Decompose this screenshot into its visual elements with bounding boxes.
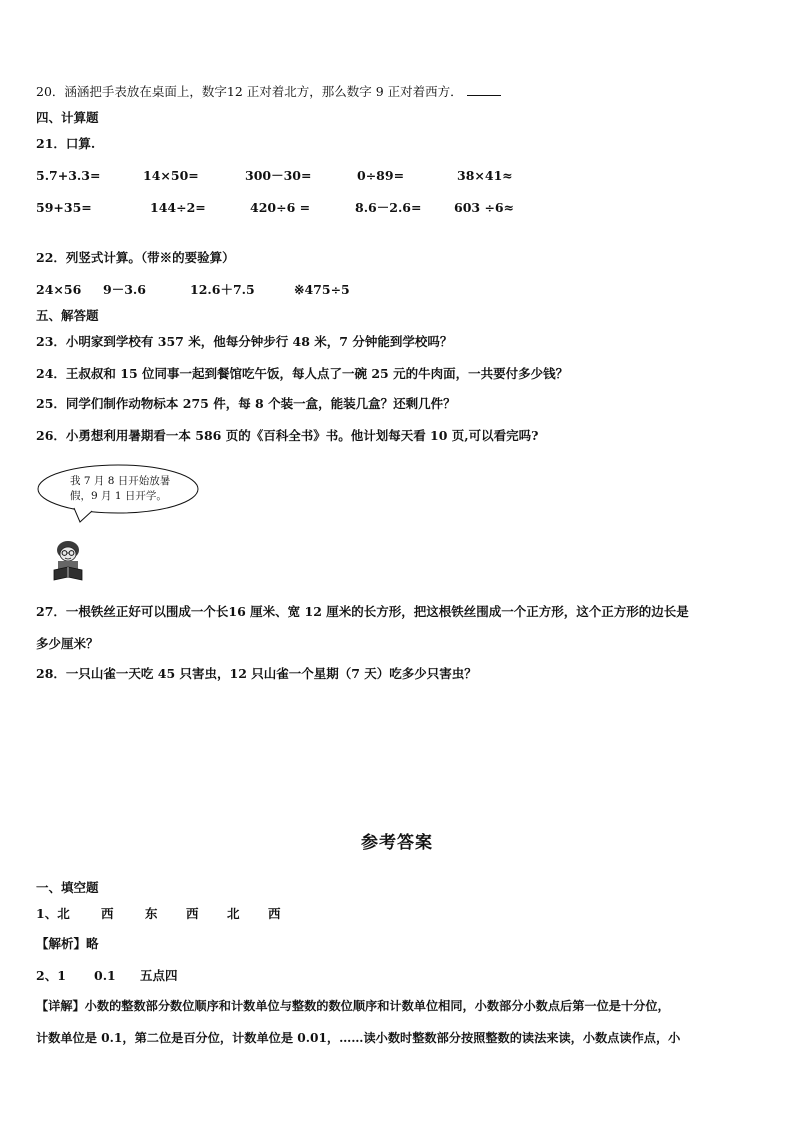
mental-calc-item: 603 ÷6≈ [454, 200, 515, 215]
question-27-line-1: 27．一根铁丝正好可以围成一个长16 厘米、宽 12 厘米的长方形，把这根铁丝围成一个正方形，这个正方形的边长是 [36, 604, 689, 619]
question-25: 25．同学们制作动物标本 275 件，每 8 个装一盒，能装几盒？还剩几件？ [36, 396, 456, 411]
answers-title: 参考答案 [361, 833, 433, 853]
answer-1-item: 西 [268, 906, 281, 921]
mental-calc-item: 144÷2= [150, 200, 206, 215]
answer-2-item: 五点四 [140, 968, 178, 983]
section-heading-4: 四、计算题 [36, 110, 99, 125]
question-20-text: 20．涵涵把手表放在桌面上，数字12 正对着北方，那么数字 9 正对着西方． [36, 84, 463, 99]
mental-calc-item: 14×50= [143, 168, 199, 183]
speech-bubble-text: 我 7 月 8 日开始放暑假，9 月 1 日开学。 [70, 475, 171, 502]
answer-2-item: 2、1 [36, 968, 66, 983]
mental-calc-item: 59+35= [36, 200, 92, 215]
question-28: 28．一只山雀一天吃 45 只害虫，12 只山雀一个星期（7 天）吃多少只害虫？ [36, 666, 477, 681]
answer-1-item: 1、北 [36, 906, 70, 921]
answer-blank[interactable] [467, 84, 501, 96]
question-26: 26．小勇想利用暑期看一本 586 页的《百科全书》书。他计划每天看 10 页,可以看完吗? [36, 428, 539, 443]
answer-1-item: 西 [101, 906, 114, 921]
vertical-calc-item: 9－3.6 [103, 282, 146, 297]
vertical-calc-item: 12.6＋7.5 [190, 282, 255, 297]
question-27-line-2: 多少厘米？ [36, 636, 99, 651]
answer-1-item: 西 [186, 906, 199, 921]
mental-calc-item: 5.7+3.3= [36, 168, 101, 183]
vertical-calc-item: 24×56 [36, 282, 82, 297]
vertical-calc-item: ※475÷5 [294, 282, 350, 297]
mental-calc-item: 300－30= [245, 168, 312, 183]
answer-2-item: 0.1 [94, 968, 116, 983]
answers-section-1: 一、填空题 [36, 880, 99, 895]
question-21-label: 21．口算. [36, 136, 96, 151]
mental-calc-item: 420÷6 = [250, 200, 311, 215]
mental-calc-item: 38×41≈ [457, 168, 513, 183]
answer-1-item: 北 [227, 906, 240, 921]
boy-reading-icon [50, 540, 86, 584]
mental-calc-item: 0÷89= [357, 168, 405, 183]
mental-calc-item: 8.6－2.6= [355, 200, 422, 215]
question-22-label: 22．列竖式计算。（带※的要验算） [36, 250, 235, 265]
section-heading-5: 五、解答题 [36, 308, 99, 323]
answer-1-item: 东 [145, 906, 158, 921]
answer-2-detail-line-2: 计数单位是 0.1，第二位是百分位，计数单位是 0.01，……读小数时整数部分按照整数的读法来读，小数点读作点，小 [36, 1031, 681, 1045]
question-23: 23．小明家到学校有 357 米，他每分钟步行 48 米，7 分钟能到学校吗？ [36, 334, 453, 349]
answer-2-detail-line-1: 【详解】小数的整数部分数位顺序和计数单位与整数的数位顺序和计数单位相同，小数部分小数点后第一位是十分位， [36, 999, 670, 1013]
answer-1-note: 【解析】略 [36, 936, 99, 951]
question-24: 24．王叔叔和 15 位同事一起到餐馆吃午饭，每人点了一碗 25 元的牛肉面，一共要付多少钱？ [36, 366, 569, 381]
question-20 [36, 84, 501, 100]
